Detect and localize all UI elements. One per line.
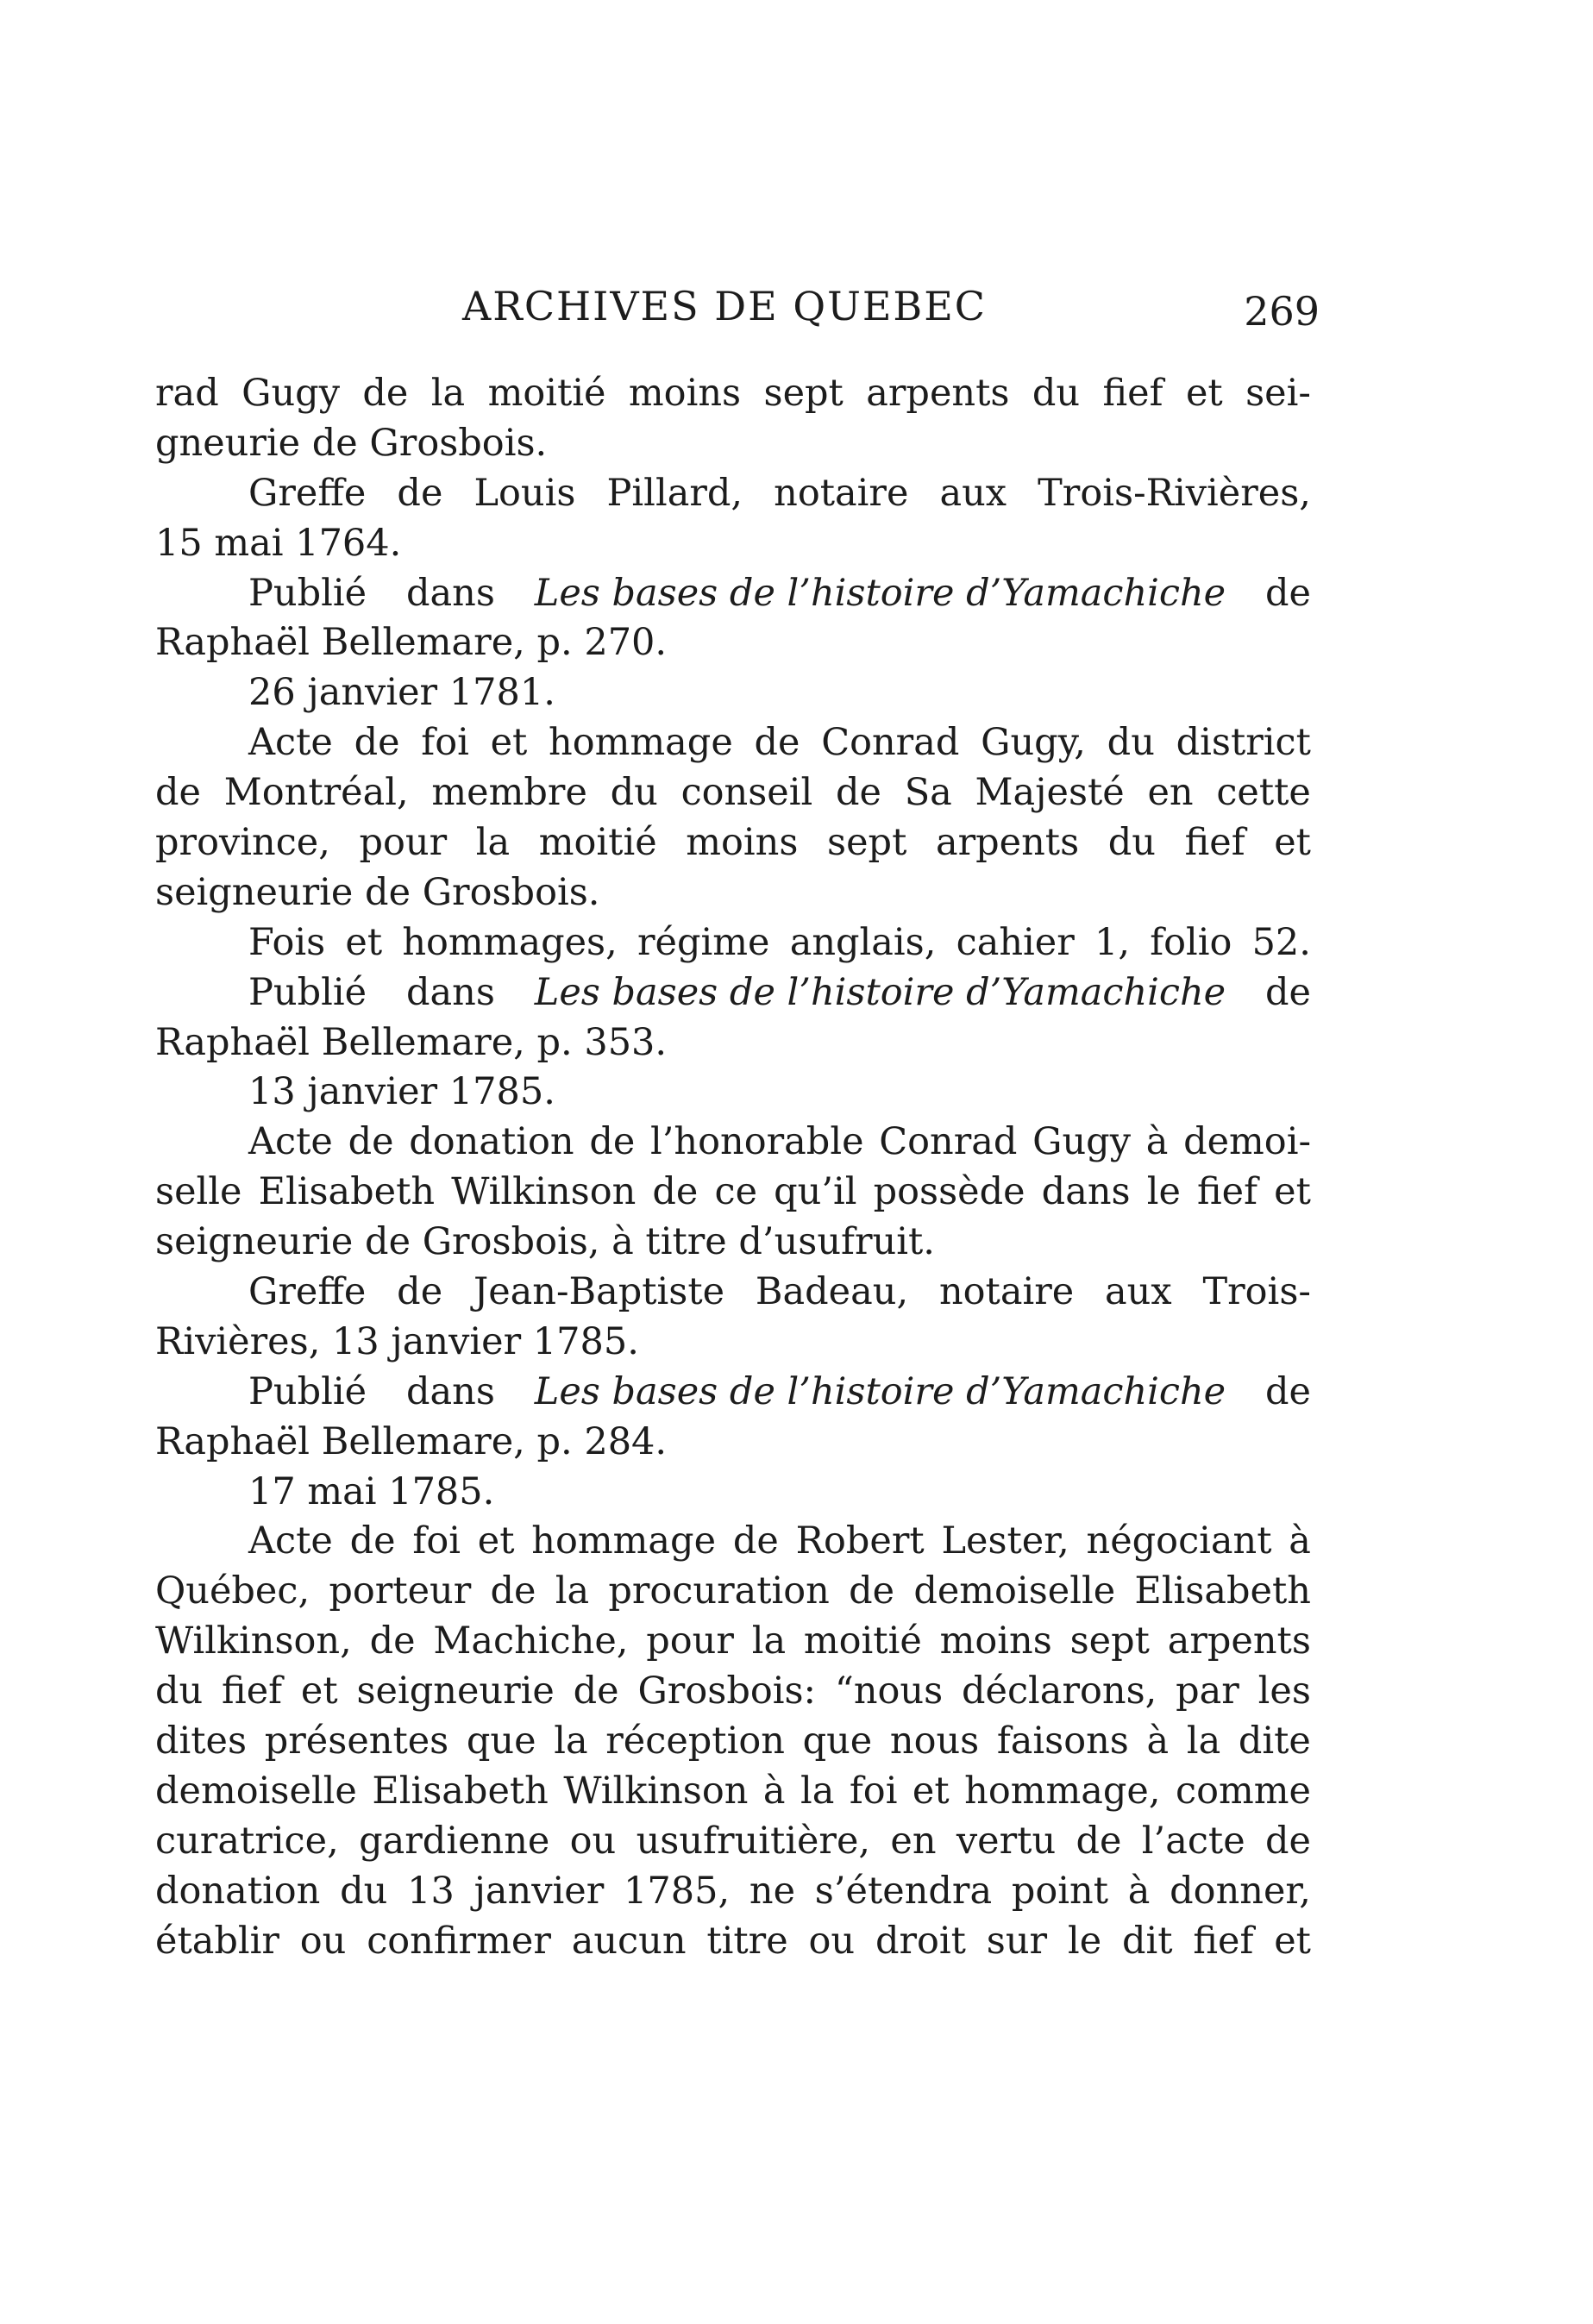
- text-line: [155, 519, 1311, 569]
- word: demoiselle: [155, 1769, 357, 1813]
- word: s’étendra: [814, 1869, 993, 1913]
- word: de: [1264, 1369, 1311, 1413]
- word: anglais,: [789, 920, 937, 964]
- word: ou: [299, 1919, 347, 1963]
- word: usufruitière,: [636, 1819, 871, 1863]
- word: du: [1032, 372, 1081, 415]
- word: Elisabeth: [1134, 1569, 1311, 1613]
- word: de: [490, 1569, 536, 1613]
- word: de: [397, 471, 443, 515]
- text-line: [155, 1667, 1311, 1717]
- word: fief: [1197, 1170, 1258, 1214]
- word: le: [1146, 1170, 1181, 1214]
- word: hommages,: [402, 920, 618, 964]
- word: donner,: [1170, 1869, 1311, 1913]
- word: réception: [605, 1720, 785, 1763]
- text-line: [155, 569, 1311, 619]
- text-line: [155, 768, 1311, 818]
- word: moins: [628, 372, 742, 415]
- word: gardienne: [359, 1819, 550, 1863]
- word: Publié: [248, 970, 367, 1014]
- word: la: [555, 1569, 590, 1613]
- page-number: 269: [1244, 288, 1320, 335]
- word: faisons: [996, 1720, 1129, 1763]
- word: Trois-Rivières,: [1038, 471, 1311, 515]
- word: ou: [569, 1819, 617, 1863]
- text-segment: Raphaël Bellemare, p. 353.: [155, 1020, 668, 1064]
- word: du: [340, 1869, 388, 1913]
- text-line: [155, 1118, 1311, 1168]
- word: pour: [646, 1619, 734, 1663]
- word: selle: [155, 1170, 242, 1214]
- word: Trois-: [1202, 1270, 1311, 1314]
- word: moitié: [803, 1619, 922, 1663]
- word: Montréal,: [223, 771, 409, 815]
- word: notaire: [938, 1270, 1075, 1314]
- word: sei-: [1245, 372, 1311, 415]
- word: Lester,: [941, 1519, 1069, 1563]
- text-line: [155, 968, 1311, 1018]
- text-line: [155, 1817, 1311, 1867]
- word: dites: [155, 1720, 248, 1763]
- word: Acte: [248, 721, 333, 765]
- word: donation: [409, 1120, 574, 1164]
- word: de: [349, 1519, 396, 1563]
- text-segment: 17 mai 1785.: [248, 1469, 495, 1513]
- word: Wilkinson,: [155, 1619, 352, 1663]
- text-segment: Raphaël Bellemare, p. 284.: [155, 1419, 668, 1463]
- word: négociant: [1086, 1519, 1272, 1563]
- word: curatrice,: [155, 1819, 339, 1863]
- word: sept: [763, 372, 844, 415]
- word: nous: [889, 1720, 980, 1763]
- text-line: [155, 1468, 1311, 1518]
- text-line: [155, 1867, 1311, 1917]
- italic-title: Les bases de l’histoire d’Yamachiche: [534, 1369, 1226, 1413]
- word: la: [1186, 1720, 1221, 1763]
- word: sur: [986, 1919, 1048, 1963]
- word: Greffe: [248, 471, 367, 515]
- italic-title: Les bases de l’histoire d’Yamachiche: [534, 571, 1226, 615]
- word: le: [1067, 1919, 1102, 1963]
- word: Fois: [248, 920, 326, 964]
- word: de: [573, 1669, 619, 1713]
- word: Conrad: [879, 1120, 1018, 1164]
- word: la: [430, 372, 466, 415]
- word: Wilkinson: [563, 1769, 749, 1813]
- word: moins: [686, 821, 799, 865]
- word: notaire: [774, 471, 909, 515]
- word: foi: [421, 721, 469, 765]
- word: foi: [412, 1519, 461, 1563]
- text-segment: seigneurie de Grosbois, à titre d’usufruit.: [155, 1220, 935, 1264]
- text-line: [155, 618, 1311, 668]
- word: droit: [875, 1919, 966, 1963]
- running-head: ARCHIVES DE QUEBEC: [462, 283, 987, 329]
- word: Elisabeth: [258, 1170, 436, 1214]
- word: la: [800, 1769, 835, 1813]
- word: de: [652, 1170, 699, 1214]
- word: janvier: [474, 1869, 605, 1913]
- text-line: [155, 1767, 1311, 1817]
- word: dans: [1041, 1170, 1131, 1214]
- italic-title: Les bases de l’histoire d’Yamachiche: [534, 970, 1226, 1014]
- word: à: [762, 1769, 786, 1813]
- word: 13: [407, 1869, 455, 1913]
- word: que: [802, 1720, 873, 1763]
- word: dans: [405, 1369, 495, 1413]
- word: seigneurie: [356, 1669, 555, 1713]
- text-segment: gneurie de Grosbois.: [155, 421, 548, 465]
- text-segment: 26 janvier 1781.: [248, 671, 555, 715]
- word: Publié: [248, 571, 367, 615]
- word: pour: [359, 821, 448, 865]
- word: titre: [706, 1919, 788, 1963]
- word: de: [732, 1519, 779, 1563]
- word: donation: [155, 1869, 321, 1913]
- body-text: [155, 369, 1311, 1967]
- word: qu’il: [774, 1170, 857, 1214]
- text-segment: Raphaël Bellemare, p. 270.: [155, 621, 668, 665]
- word: cette: [1216, 771, 1311, 815]
- word: aux: [1105, 1270, 1172, 1314]
- word: fief: [1102, 372, 1163, 415]
- text-line: [155, 1068, 1311, 1118]
- word: Conrad: [821, 721, 960, 765]
- word: Greffe: [248, 1270, 367, 1314]
- text-line: [155, 1368, 1311, 1418]
- word: aucun: [571, 1919, 687, 1963]
- word: les: [1257, 1669, 1311, 1713]
- word: à: [1146, 1720, 1170, 1763]
- word: moitié: [538, 821, 657, 865]
- word: la: [554, 1720, 588, 1763]
- word: la: [475, 821, 511, 865]
- word: confirmer: [367, 1919, 551, 1963]
- word: Louis: [474, 471, 576, 515]
- word: de: [849, 1569, 895, 1613]
- text-line: [155, 1268, 1311, 1318]
- word: foi: [849, 1769, 898, 1813]
- word: 1785,: [624, 1869, 731, 1913]
- word: hommage: [531, 1519, 717, 1563]
- word: Acte: [248, 1519, 333, 1563]
- word: vertu: [956, 1819, 1057, 1863]
- word: Badeau,: [755, 1270, 909, 1314]
- word: et: [490, 721, 528, 765]
- word: rad: [155, 372, 219, 415]
- word: de: [397, 1270, 443, 1314]
- word: de: [362, 372, 409, 415]
- word: arpents: [1167, 1619, 1311, 1663]
- word: Majesté: [975, 771, 1125, 815]
- word: et: [1274, 1170, 1311, 1214]
- word: dit: [1121, 1919, 1173, 1963]
- word: moins: [939, 1619, 1052, 1663]
- word: à: [1289, 1519, 1311, 1563]
- word: Jean-Baptiste: [473, 1270, 725, 1314]
- word: Publié: [248, 1369, 367, 1413]
- word: Grosbois:: [637, 1669, 817, 1713]
- word: de: [589, 1120, 636, 1164]
- word: du: [155, 1669, 204, 1713]
- word: hommage,: [964, 1769, 1161, 1813]
- word: du: [1107, 821, 1156, 865]
- word: de: [1264, 571, 1311, 615]
- text-line: [155, 1168, 1311, 1218]
- text-line: [155, 918, 1311, 968]
- word: possède: [873, 1170, 1025, 1214]
- word: Gugy,: [981, 721, 1086, 765]
- word: comme: [1176, 1769, 1311, 1813]
- word: de: [1076, 1819, 1122, 1863]
- word: de: [348, 1120, 394, 1164]
- word: régime: [637, 920, 770, 964]
- word: Machiche,: [433, 1619, 629, 1663]
- word: du: [1107, 721, 1155, 765]
- text-line: [155, 1917, 1311, 1967]
- word: porteur: [329, 1569, 472, 1613]
- word: de: [354, 721, 400, 765]
- word: de: [369, 1619, 416, 1663]
- text-line: [155, 818, 1311, 868]
- word: et: [300, 1669, 338, 1713]
- text-line: [155, 1517, 1311, 1567]
- word: sept: [1069, 1619, 1150, 1663]
- page-header: [155, 283, 1320, 352]
- word: conseil: [680, 771, 813, 815]
- word: fief: [1184, 821, 1245, 865]
- word: dans: [405, 970, 495, 1014]
- word: à: [1127, 1869, 1151, 1913]
- word: ce: [714, 1170, 758, 1214]
- word: “nous: [834, 1669, 944, 1713]
- word: présentes: [264, 1720, 449, 1763]
- word: dans: [405, 571, 495, 615]
- text-line: [155, 668, 1311, 718]
- text-line: [155, 1617, 1311, 1667]
- text-line: [155, 1418, 1311, 1468]
- word: Sa: [904, 771, 952, 815]
- word: arpents: [935, 821, 1080, 865]
- word: Wilkinson: [451, 1170, 637, 1214]
- word: l’honorable: [650, 1120, 864, 1164]
- text-line: [155, 1567, 1311, 1617]
- word: Robert: [795, 1519, 925, 1563]
- word: aux: [939, 471, 1007, 515]
- word: du: [610, 771, 658, 815]
- word: point: [1011, 1869, 1109, 1913]
- text-line: [155, 868, 1311, 918]
- word: 1,: [1094, 920, 1130, 964]
- word: de: [754, 721, 800, 765]
- word: de: [155, 771, 201, 815]
- word: province,: [155, 821, 330, 865]
- word: de: [1264, 1819, 1311, 1863]
- word: ou: [808, 1919, 856, 1963]
- text-segment: 15 mai 1764.: [155, 521, 402, 565]
- text-line: [155, 369, 1311, 419]
- word: la: [751, 1619, 787, 1663]
- word: moitié: [487, 372, 606, 415]
- word: et: [1185, 372, 1223, 415]
- word: Gugy: [1032, 1120, 1132, 1164]
- word: Gugy: [241, 372, 340, 415]
- text-line: [155, 1218, 1311, 1268]
- text-line: [155, 469, 1311, 519]
- word: et: [345, 920, 383, 964]
- word: Pillard,: [606, 471, 743, 515]
- text-line: [155, 1717, 1311, 1767]
- text-segment: seigneurie de Grosbois.: [155, 870, 600, 914]
- word: de: [1264, 970, 1311, 1014]
- word: l’acte: [1141, 1819, 1245, 1863]
- word: Elisabeth: [372, 1769, 549, 1813]
- word: demoi-: [1183, 1120, 1311, 1164]
- word: et: [1274, 821, 1311, 865]
- word: fief: [1193, 1919, 1254, 1963]
- word: en: [890, 1819, 937, 1863]
- word: Québec,: [155, 1569, 310, 1613]
- word: en: [1147, 771, 1194, 815]
- text-line: [155, 1018, 1311, 1068]
- text-segment: Rivières, 13 janvier 1785.: [155, 1319, 639, 1363]
- text-line: [155, 419, 1311, 469]
- word: arpents: [866, 372, 1010, 415]
- word: et: [477, 1519, 515, 1563]
- word: et: [1274, 1919, 1311, 1963]
- word: que: [466, 1720, 536, 1763]
- word: déclarons,: [962, 1669, 1157, 1713]
- word: cahier: [956, 920, 1075, 964]
- text-line: [155, 1318, 1311, 1368]
- word: membre: [431, 771, 587, 815]
- word: dite: [1238, 1720, 1311, 1763]
- word: fief: [222, 1669, 283, 1713]
- word: Acte: [248, 1120, 333, 1164]
- word: hommage: [549, 721, 733, 765]
- word: folio: [1150, 920, 1232, 964]
- word: ne: [749, 1869, 796, 1913]
- text-line: [155, 718, 1311, 768]
- word: de: [835, 771, 881, 815]
- text-segment: 13 janvier 1785.: [248, 1070, 555, 1114]
- word: demoiselle: [913, 1569, 1116, 1613]
- word: sept: [827, 821, 907, 865]
- word: procuration: [608, 1569, 830, 1613]
- word: établir: [155, 1919, 279, 1963]
- word: district: [1176, 721, 1311, 765]
- word: et: [912, 1769, 950, 1813]
- word: par: [1176, 1669, 1239, 1713]
- word: 52.: [1251, 920, 1311, 964]
- word: à: [1145, 1120, 1169, 1164]
